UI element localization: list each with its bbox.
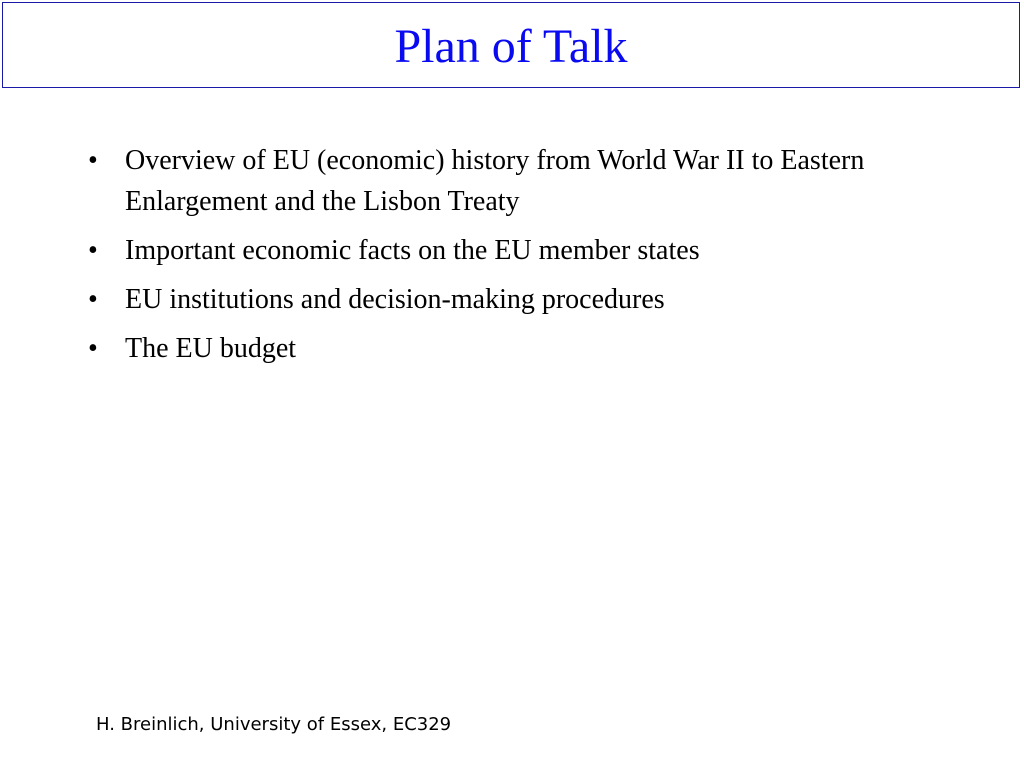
title-box [2,2,1020,88]
bullet-icon: • [88,333,98,364]
bullet-item [88,230,948,271]
bullet-icon: • [88,235,98,266]
bullet-text: Important economic facts on the EU member states [125,235,700,266]
slide-title: Plan of Talk [394,20,628,73]
bullet-item [88,279,948,320]
bullet-text: EU institutions and decision-making procedures [125,284,665,315]
bullet-list [88,140,948,377]
bullet-text: Overview of EU (economic) history from World War II to Eastern Enlargement and the Lisbon Treaty [125,145,865,217]
bullet-item [88,140,948,222]
bullet-item [88,328,948,369]
slide-footer: H. Breinlich, University of Essex, EC329 [96,714,452,735]
bullet-icon: • [88,145,98,176]
bullet-icon: • [88,284,98,315]
bullet-text: The EU budget [125,333,297,364]
